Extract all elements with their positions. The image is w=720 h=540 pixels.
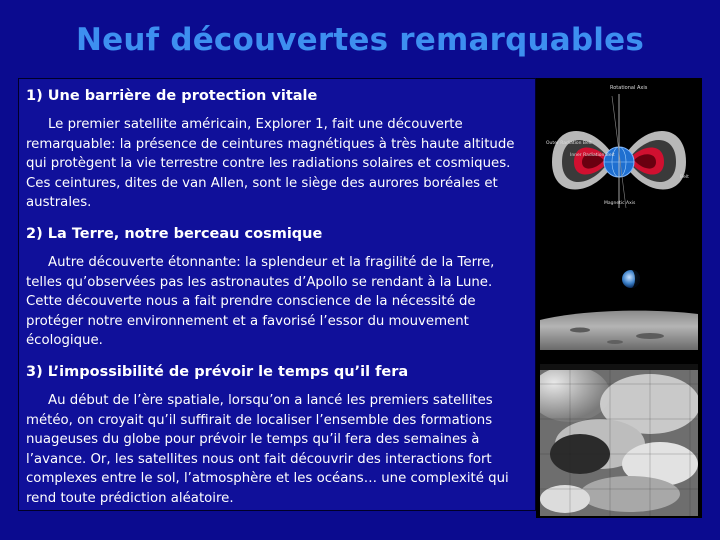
section-heading: 3) L’impossibilité de prévoir le temps qu’il fera — [26, 364, 409, 380]
section-heading: 2) La Terre, notre berceau cosmique — [26, 226, 323, 242]
image-column — [536, 78, 702, 518]
section-body: Le premier satellite américain, Explorer 1, fait une découverte remarquable: la présence de ceintures magnétiques à très haute altitude qui protègent la vie terrestre contre les radiations solaires et cosmiques. Ces ceintures, dites de van Allen, sont le siège des aurores boréales et australes. — [26, 117, 515, 210]
label-inner-belt: Inner Radiation Belt — [570, 153, 615, 158]
label-belt: Belt — [680, 175, 689, 180]
earthrise-photo — [540, 218, 698, 350]
label-rotational-axis: Rotational Axis — [610, 85, 648, 91]
van-allen-diagram — [540, 80, 698, 214]
van-allen-belts-image — [540, 80, 698, 214]
cloud-cover-photo — [540, 364, 698, 516]
section-barrier — [26, 87, 532, 213]
section-body: Autre découverte étonnante: la splendeur et la fragilité de la Terre, telles qu’observées pas les astronautes d’Apollo se rendant à la Lune. Cette découverte nous a fait prendre conscience de la nécessité de protéger notre environnement et a favorisé l’essor du mouvement écologique. — [26, 255, 495, 348]
earthrise-image — [540, 218, 698, 350]
section-earth-cradle — [26, 225, 532, 351]
page-title: Neuf découvertes remarquables — [76, 22, 644, 58]
label-magnetic-axis: Magnetic Axis — [604, 201, 636, 206]
label-outer-belt: Outer Radiation Belt — [546, 141, 592, 146]
section-weather — [26, 363, 532, 508]
section-heading: 1) Une barrière de protection vitale — [26, 88, 318, 104]
section-body: Au début de l’ère spatiale, lorsqu’on a lancé les premiers satellites météo, on croyait qu’il suffirait de localiser l’ensemble des formations nuageuses du globe pour prévoir le temps qu’il fera des semaines à l’avance. Or, les satellites nous ont fait découvrir des interactions fort complexes entre le sol, l’atmosphère et les océans… une complexité qui rend toute prédiction aléatoire. — [26, 393, 509, 506]
weather-satellite-image — [540, 364, 698, 516]
text-panel — [18, 78, 536, 511]
